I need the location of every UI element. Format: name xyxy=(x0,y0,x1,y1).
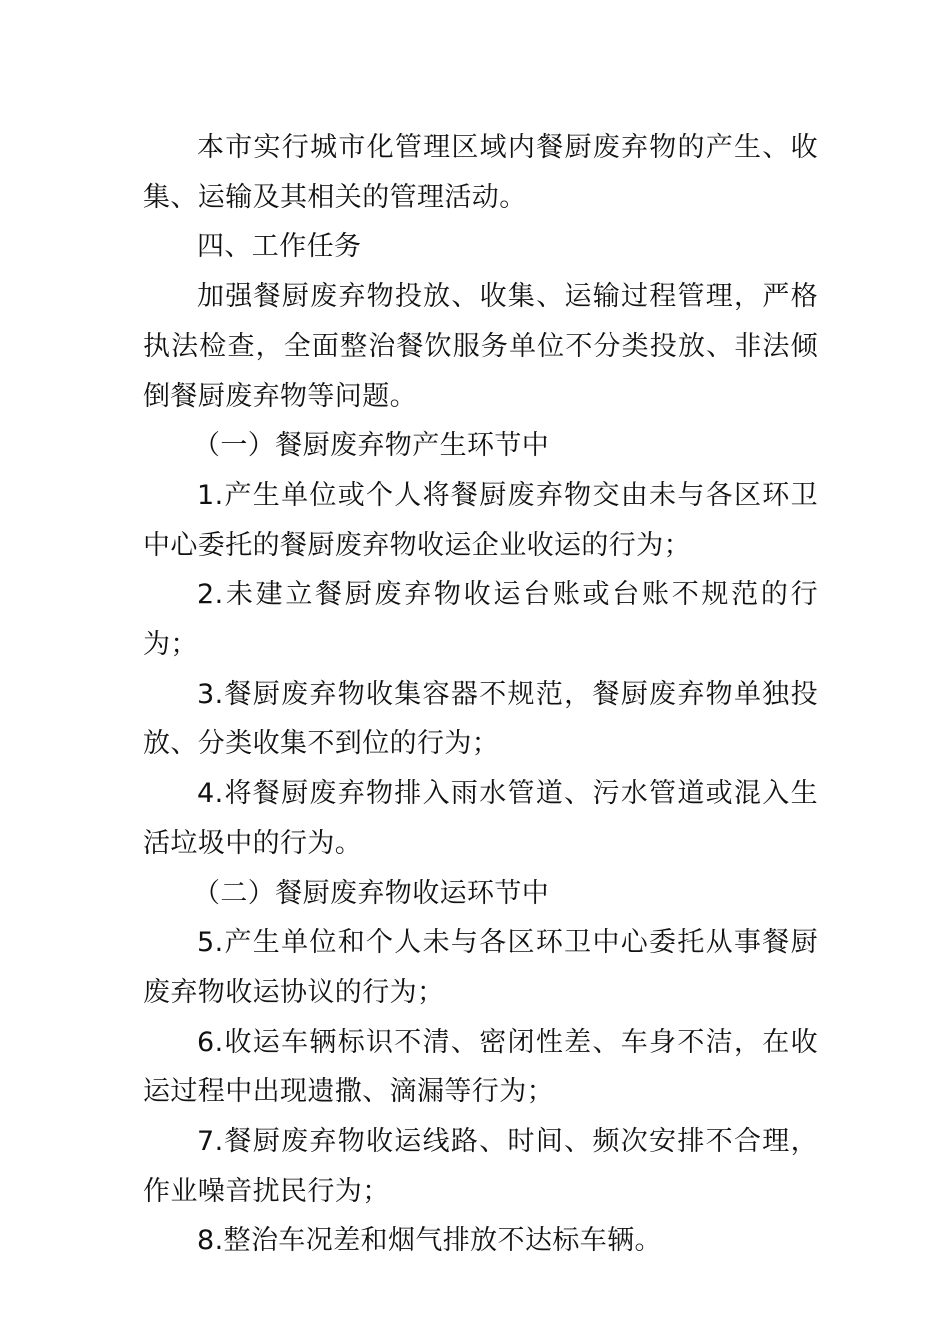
document-body xyxy=(143,123,818,1266)
list-item-7: 7.餐厨废弃物收运线路、时间、频次安排不合理，作业噪音扰民行为； xyxy=(143,1126,818,1207)
list-item-2: 2.未建立餐厨废弃物收运台账或台账不规范的行为； xyxy=(143,579,818,661)
list-item-6: 6.收运车辆标识不清、密闭性差、车身不洁，在收运过程中出现遗撒、滴漏等行为； xyxy=(143,1026,818,1108)
list-item-3: 3.餐厨废弃物收集容器不规范，餐厨废弃物单独投放、分类收集不到位的行为； xyxy=(143,678,818,760)
scope-paragraph: 本市实行城市化管理区域内餐厨废弃物的产生、收集、运输及其相关的管理活动。 xyxy=(143,132,818,213)
tasks-intro-paragraph: 加强餐厨废弃物投放、收集、运输过程管理，严格执法检查，全面整治餐饮服务单位不分类投放、非法倾倒餐厨废弃物等问题。 xyxy=(143,281,818,412)
list-item-5: 5.产生单位和个人未与各区环卫中心委托从事餐厨废弃物收运协议的行为； xyxy=(143,927,818,1008)
subheading-collection-stage: （二）餐厨废弃物收运环节中 xyxy=(193,877,550,909)
list-item-1: 1.产生单位或个人将餐厨废弃物交由未与各区环卫中心委托的餐厨废弃物收运企业收运的行为； xyxy=(143,479,818,561)
section-heading-work-tasks: 四、工作任务 xyxy=(197,231,362,263)
subheading-production-stage: （一）餐厨废弃物产生环节中 xyxy=(193,430,550,462)
list-item-8: 8.整治车况差和烟气排放不达标车辆。 xyxy=(197,1225,662,1257)
list-item-4: 4.将餐厨废弃物排入雨水管道、污水管道或混入生活垃圾中的行为。 xyxy=(143,778,818,859)
